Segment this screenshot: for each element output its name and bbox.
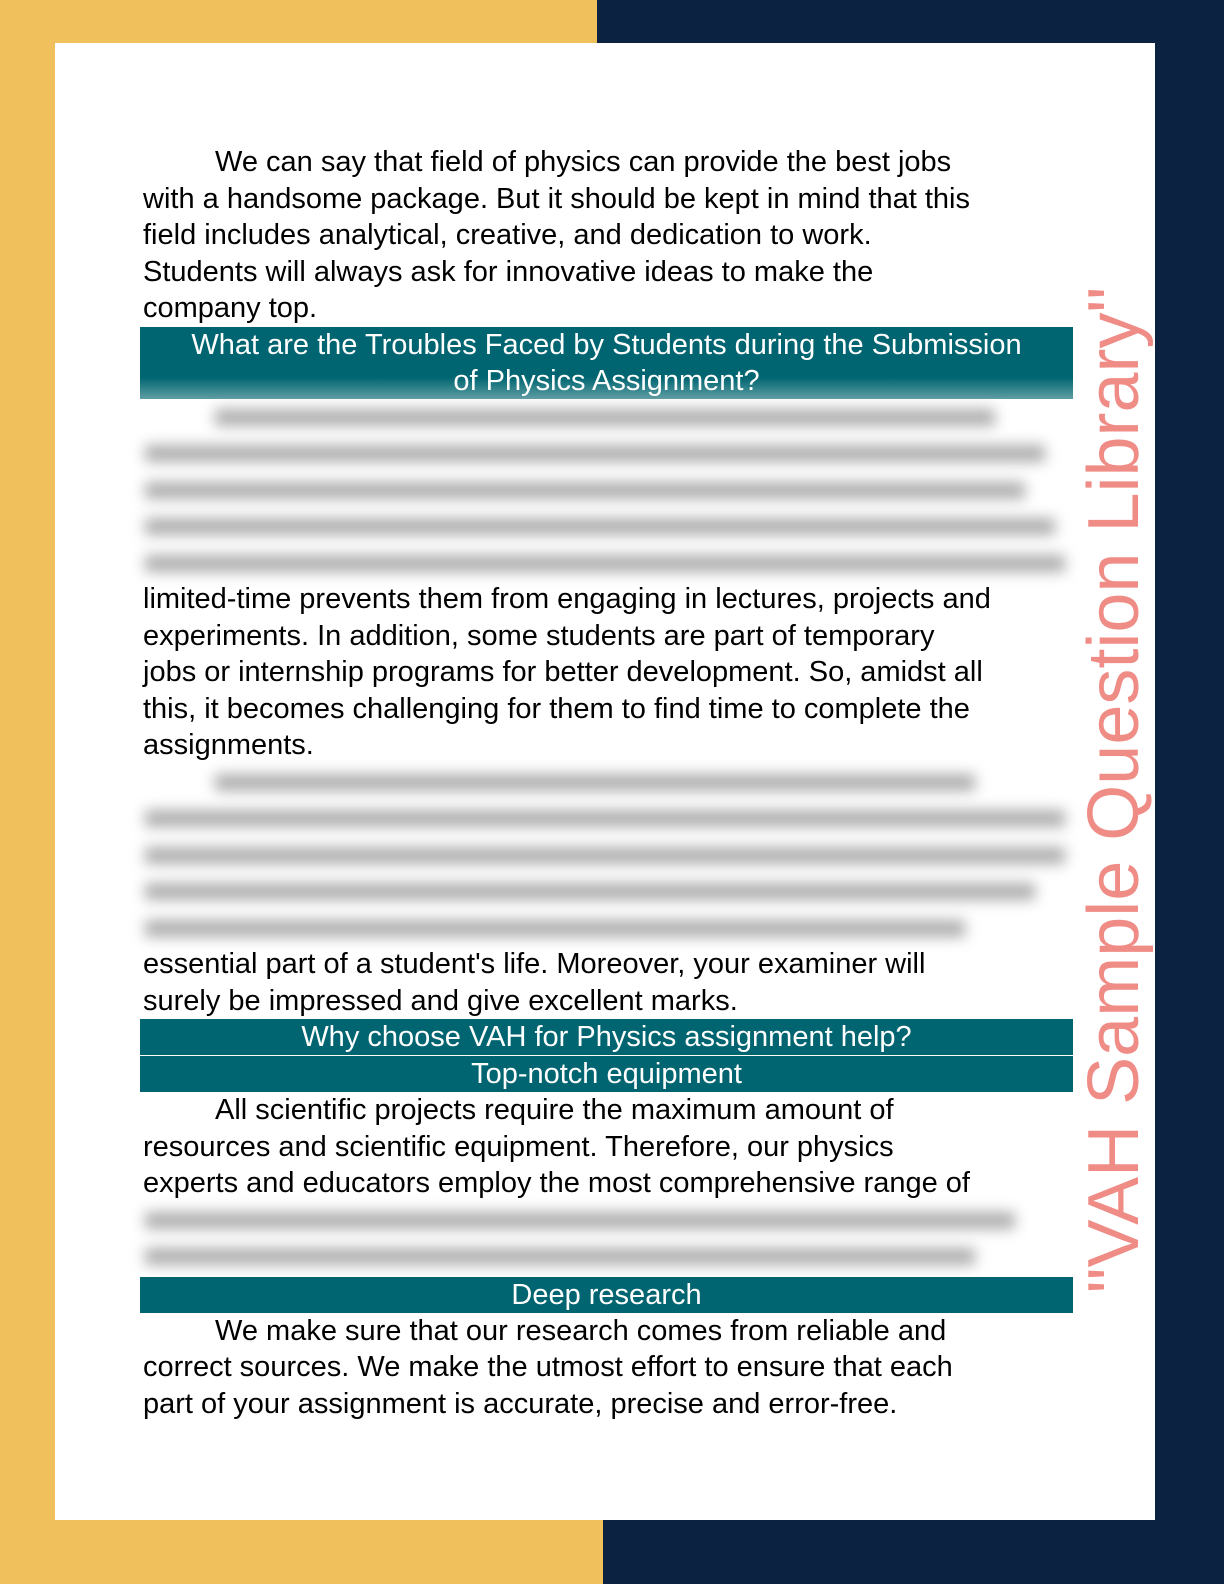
text-line: surely be impressed and give excellent marks. <box>143 984 738 1017</box>
text-line: experts and educators employ the most comprehensive range of <box>143 1167 970 1199</box>
document-content <box>140 144 1073 1422</box>
text-line: We make sure that our research comes from reliable and <box>215 1314 947 1347</box>
text-line: field includes analytical, creative, and dedication to work. <box>143 219 872 251</box>
text-line: jobs or internship programs for better development. So, amidst all <box>143 656 983 688</box>
text-line: limited-time prevents them from engaging in lectures, projects and <box>143 583 991 615</box>
text-line: correct sources. We make the utmost effort to ensure that each <box>143 1351 953 1383</box>
text-line: with a handsome package. But it should be kept in mind that this <box>143 182 970 215</box>
text-line: assignments. <box>143 729 314 761</box>
heading-line: of Physics Assignment? <box>453 364 760 397</box>
blurred-text <box>140 1202 1073 1275</box>
text-line: We can say that field of physics can provide the best jobs <box>215 146 952 178</box>
section-heading <box>140 327 1073 399</box>
blurred-text <box>140 399 1073 582</box>
section-heading: Deep research <box>140 1277 1073 1313</box>
section-heading: Why choose VAH for Physics assignment help? <box>140 1019 1073 1056</box>
text-line: resources and scientific equipment. Therefore, our physics <box>143 1130 894 1163</box>
text-line: company top. <box>143 292 318 324</box>
text-line: experiments. In addition, some students are part of temporary <box>143 619 935 652</box>
text-line: this, it becomes challenging for them to find time to complete the <box>143 692 970 725</box>
heading-line: What are the Troubles Faced by Students during the Submission <box>191 328 1022 361</box>
background-yellow-left <box>0 0 55 1584</box>
background-yellow-bottom <box>0 1520 603 1584</box>
text-line: essential part of a student's life. Moreover, your examiner will <box>143 948 926 980</box>
text-line: part of your assignment is accurate, precise and error-free. <box>143 1387 898 1420</box>
watermark: "VAH Sample Question Library" <box>1074 286 1154 1294</box>
section-heading: Top-notch equipment <box>140 1056 1073 1092</box>
text-line: Students will always ask for innovative ideas to make the <box>143 255 874 288</box>
text-line: All scientific projects require the maximum amount of <box>215 1094 894 1126</box>
blurred-text <box>140 764 1073 947</box>
